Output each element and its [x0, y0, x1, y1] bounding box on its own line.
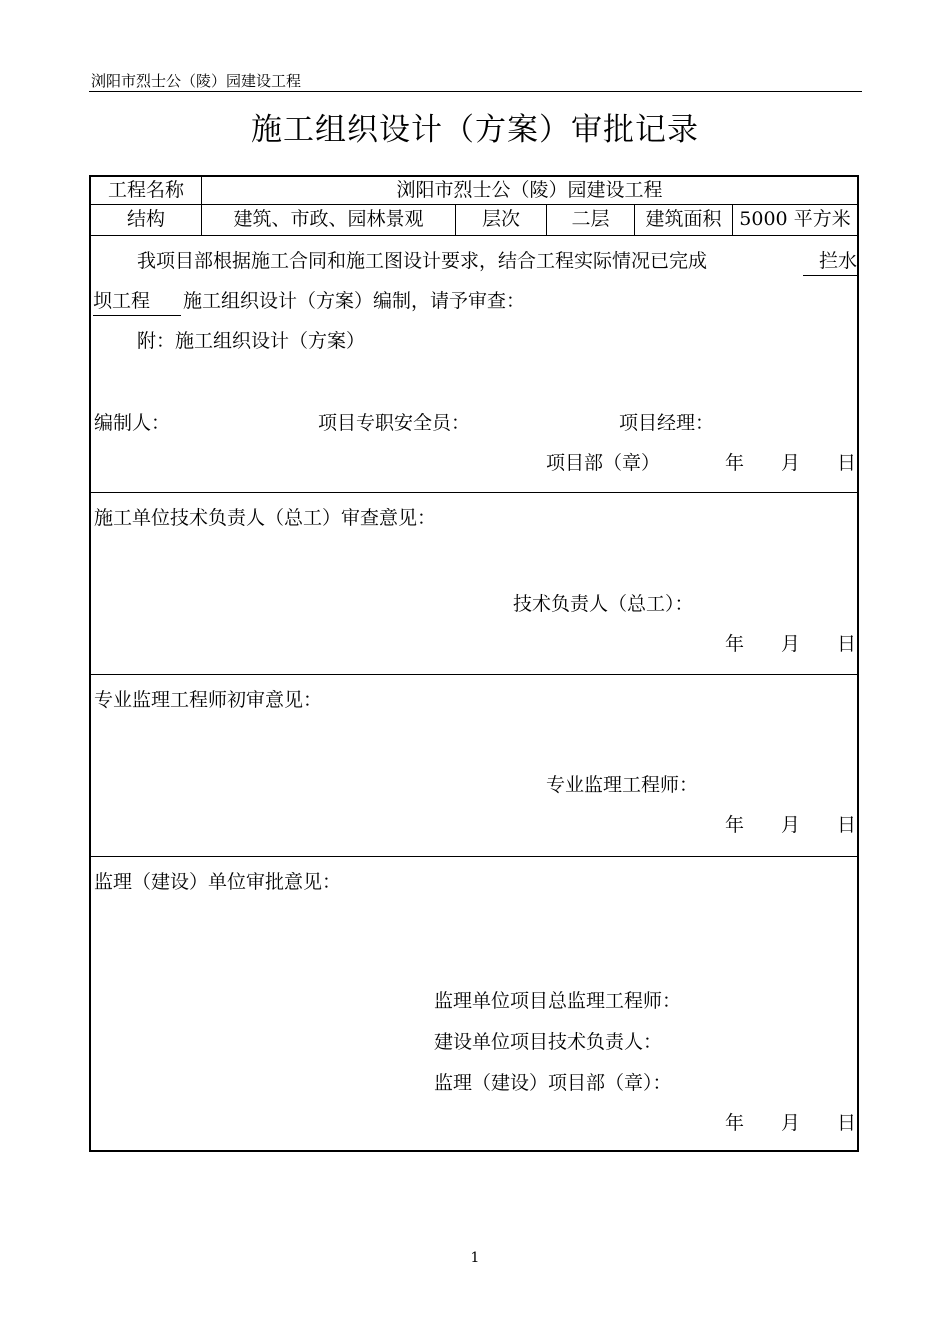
day-label: 日: [837, 1112, 857, 1134]
day-label: 日: [837, 452, 857, 474]
year-label: 年: [725, 1112, 745, 1134]
year-label: 年: [725, 452, 745, 474]
year-label: 年: [725, 633, 745, 655]
supervisor-review-heading: 专业监理工程师初审意见：: [94, 689, 323, 711]
project-blank-part1: 拦水: [803, 247, 857, 276]
month-label: 月: [781, 633, 801, 655]
compiler-label: 编制人：: [94, 412, 171, 434]
year-label: 年: [725, 814, 745, 836]
section-divider: [91, 492, 857, 493]
page-title: 施工组织设计（方案）审批记录: [251, 112, 699, 148]
manager-label: 项目经理：: [619, 412, 715, 434]
area-label: 建筑面积: [645, 208, 722, 230]
dept-seal-label: 项目部（章）: [546, 452, 661, 474]
structure-value: 建筑、市政、园林景观: [233, 208, 424, 230]
project-blank-part2: 坝工程: [93, 287, 181, 316]
page-number: 1: [470, 1250, 480, 1266]
section-divider: [91, 856, 857, 857]
row-divider: [91, 235, 857, 236]
project-name-label: 工程名称: [107, 179, 184, 201]
month-label: 月: [781, 1112, 801, 1134]
header-rule: [89, 91, 862, 92]
floors-value: 二层: [571, 208, 610, 230]
month-label: 月: [781, 452, 801, 474]
chief-supervisor-signer: 监理单位项目总监理工程师：: [434, 990, 682, 1012]
area-value: 5000 平方米: [739, 208, 851, 230]
running-header: 浏阳市烈士公（陵）园建设工程: [91, 72, 302, 90]
floors-label: 层次: [481, 208, 520, 230]
section-divider: [91, 674, 857, 675]
project-dept-seal: 监理（建设）项目部（章）：: [434, 1072, 672, 1094]
approval-heading: 监理（建设）单位审批意见：: [94, 871, 342, 893]
owner-tech-lead-signer: 建设单位项目技术负责人：: [434, 1031, 663, 1053]
day-label: 日: [837, 633, 857, 655]
tech-lead-signer: 技术负责人（总工）：: [513, 593, 694, 615]
day-label: 日: [837, 814, 857, 836]
safety-officer-label: 项目专职安全员：: [318, 412, 471, 434]
submission-statement-cont: 施工组织设计（方案）编制，请予审查：: [183, 290, 526, 312]
structure-label: 结构: [126, 208, 165, 230]
tech-review-heading: 施工单位技术负责人（总工）审查意见：: [94, 507, 437, 529]
supervisor-signer: 专业监理工程师：: [546, 774, 699, 796]
attachment-note: 附：施工组织设计（方案）: [137, 330, 366, 352]
submission-statement: 我项目部根据施工合同和施工图设计要求，结合工程实际情况已完成: [137, 250, 708, 272]
approval-form: [89, 175, 859, 1152]
month-label: 月: [781, 814, 801, 836]
project-name-value: 浏阳市烈士公（陵）园建设工程: [396, 179, 663, 201]
